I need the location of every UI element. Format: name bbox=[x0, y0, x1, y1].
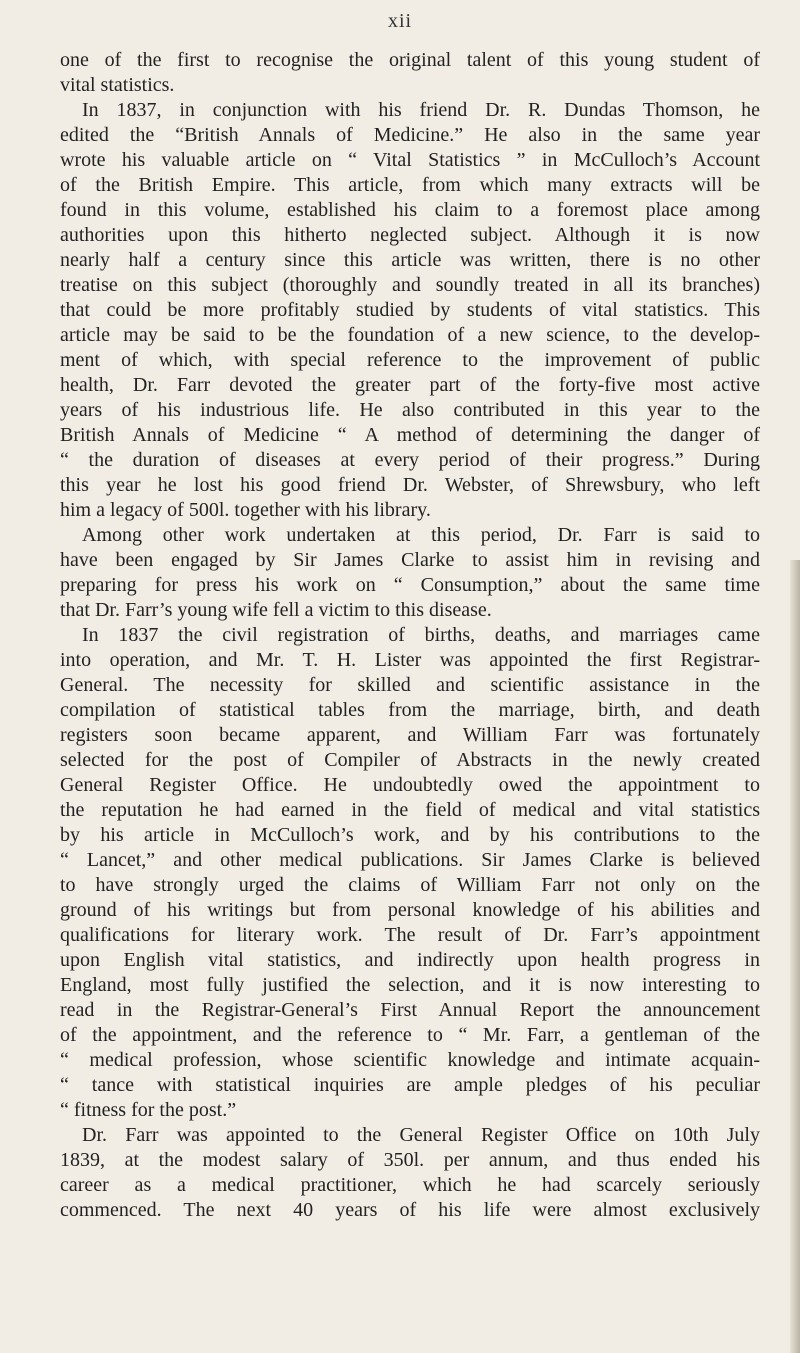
text-line: this year he lost his good friend Dr. Webster, of Shrewsbury, who left bbox=[60, 474, 760, 496]
text-line: commenced. The next 40 years of his life were almost exclusively bbox=[60, 1199, 760, 1221]
text-line: In 1837 the civil registration of births, deaths, and marriages came bbox=[82, 624, 760, 646]
text-line: found in this volume, established his claim to a foremost place among bbox=[60, 199, 760, 221]
text-line: “ the duration of diseases at every period of their progress.” During bbox=[60, 449, 760, 471]
text-line: “ fitness for the post.” bbox=[60, 1099, 237, 1121]
text-line: “ Lancet,” and other medical publications. Sir James Clarke is believed bbox=[60, 849, 760, 871]
text-line: read in the Registrar-General’s First Annual Report the announcement bbox=[60, 999, 760, 1021]
text-line: that Dr. Farr’s young wife fell a victim to this disease. bbox=[60, 599, 492, 621]
page-edge-shadow bbox=[790, 560, 800, 1353]
text-line: of the British Empire. This article, from which many extracts will be bbox=[60, 174, 760, 196]
text-line: qualifications for literary work. The result of Dr. Farr’s appointment bbox=[60, 924, 760, 946]
text-line: that could be more profitably studied by students of vital statistics. This bbox=[60, 299, 760, 321]
text-line: have been engaged by Sir James Clarke to assist him in revising and bbox=[60, 549, 760, 571]
text-line: edited the “British Annals of Medicine.” He also in the same year bbox=[60, 124, 760, 146]
text-line: Among other work undertaken at this period, Dr. Farr is said to bbox=[82, 524, 760, 546]
text-line: ground of his writings but from personal knowledge of his abilities and bbox=[60, 899, 760, 921]
text-line: General Register Office. He undoubtedly owed the appointment to bbox=[60, 774, 760, 796]
text-line: preparing for press his work on “ Consumption,” about the same time bbox=[60, 574, 760, 596]
text-line: treatise on this subject (thoroughly and soundly treated in all its branches) bbox=[60, 274, 760, 296]
text-line: by his article in McCulloch’s work, and by his contributions to the bbox=[60, 824, 760, 846]
text-line: nearly half a century since this article was written, there is no other bbox=[60, 249, 760, 271]
text-line: General. The necessity for skilled and scientific assistance in the bbox=[60, 674, 760, 696]
text-line: authorities upon this hitherto neglected subject. Although it is now bbox=[60, 224, 760, 246]
text-line: registers soon became apparent, and William Farr was fortunately bbox=[60, 724, 760, 746]
text-line: of the appointment, and the reference to “ Mr. Farr, a gentleman of the bbox=[60, 1024, 760, 1046]
text-line: one of the first to recognise the original talent of this young student of bbox=[60, 49, 760, 71]
text-line: England, most fully justified the selection, and it is now interesting to bbox=[60, 974, 760, 996]
text-line: health, Dr. Farr devoted the greater part of the forty-five most active bbox=[60, 374, 760, 396]
text-line: British Annals of Medicine “ A method of determining the danger of bbox=[60, 424, 760, 446]
text-line: article may be said to be the foundation of a new science, to the develop- bbox=[60, 324, 760, 346]
text-line: years of his industrious life. He also contributed in this year to the bbox=[60, 399, 760, 421]
body-text bbox=[60, 48, 760, 1223]
text-line: the reputation he had earned in the field of medical and vital statistics bbox=[60, 799, 760, 821]
page-number: xii bbox=[387, 10, 413, 32]
text-line: ment of which, with special reference to the improvement of public bbox=[60, 349, 760, 371]
text-line: him a legacy of 500l. together with his library. bbox=[60, 499, 431, 521]
text-line: Dr. Farr was appointed to the General Register Office on 10th July bbox=[82, 1124, 760, 1146]
text-line: In 1837, in conjunction with his friend Dr. R. Dundas Thomson, he bbox=[82, 99, 760, 121]
text-line: compilation of statistical tables from the marriage, birth, and death bbox=[60, 699, 760, 721]
text-line: upon English vital statistics, and indirectly upon health progress in bbox=[60, 949, 760, 971]
text-line: “ medical profession, whose scientific knowledge and intimate acquain- bbox=[60, 1049, 760, 1071]
text-line: selected for the post of Compiler of Abstracts in the newly created bbox=[60, 749, 760, 771]
text-line: career as a medical practitioner, which he had scarcely seriously bbox=[60, 1174, 760, 1196]
text-line: wrote his valuable article on “ Vital Statistics ” in McCulloch’s Account bbox=[60, 149, 760, 171]
text-line: “ tance with statistical inquiries are ample pledges of his peculiar bbox=[60, 1074, 760, 1096]
text-line: 1839, at the modest salary of 350l. per annum, and thus ended his bbox=[60, 1149, 760, 1171]
text-line: into operation, and Mr. T. H. Lister was appointed the first Registrar- bbox=[60, 649, 760, 671]
text-line: to have strongly urged the claims of William Farr not only on the bbox=[60, 874, 760, 896]
text-line: vital statistics. bbox=[60, 74, 175, 96]
